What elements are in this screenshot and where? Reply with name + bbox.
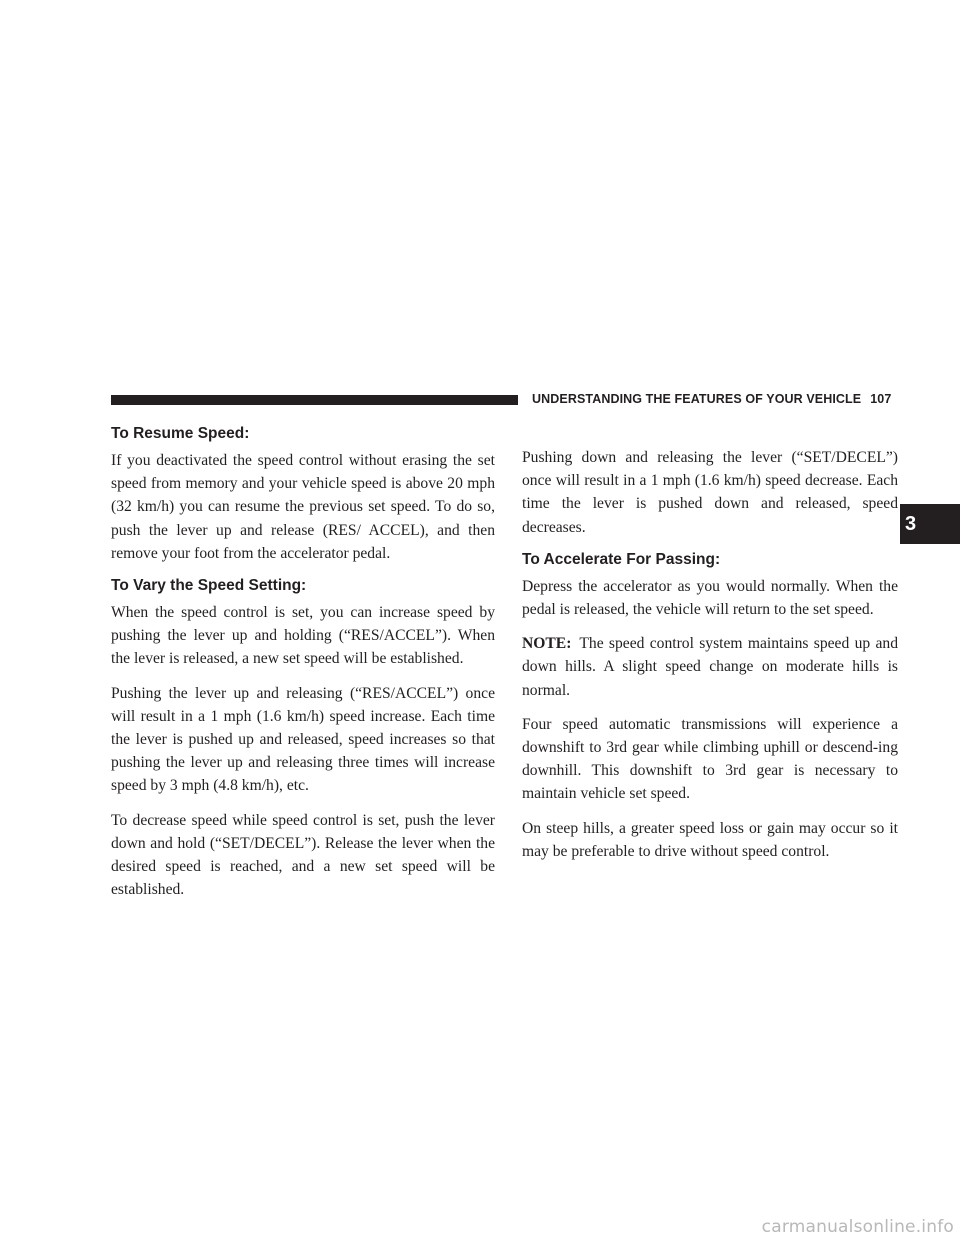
right-column	[522, 446, 898, 874]
paragraph-vary-speed-2: Pushing the lever up and releasing (“RES/ACCEL”) once will result in a 1 mph (1.6 km/h) speed increase. Each time the lever is pushed up and released, speed increases so that pushing the lever up and releasing three times will increase speed by 3 mph (4.8 km/h), etc.	[111, 684, 495, 795]
header-rule	[111, 395, 518, 405]
paragraph-accelerate-passing: Depress the accelerator as you would normally. When the pedal is released, the vehicle will return to the set speed.	[522, 577, 898, 619]
paragraph-vary-speed-3: To decrease speed while speed control is set, push the lever down and hold (“SET/DECEL”). Release the lever when the desired speed is reached, and a new set speed will be established.	[111, 811, 495, 899]
note-paragraph	[522, 632, 898, 702]
paragraph-four-speed: Four speed automatic transmissions will experience a downshift to 3rd gear while climbing uphill or descend-ing downhill. This downshift to 3rd gear is necessary to maintain vehicle set speed.	[522, 715, 898, 803]
note-label: NOTE:	[522, 635, 572, 653]
page-number: 107	[870, 392, 892, 406]
paragraph-speed-decrease: Pushing down and releasing the lever (“SET/DECEL”) once will result in a 1 mph (1.6 km/h) speed decrease. Each time the lever is pushed down and released, speed decreases.	[522, 449, 898, 536]
left-column	[111, 424, 495, 912]
heading-resume-speed: To Resume Speed:	[111, 425, 250, 442]
paragraph-vary-speed-1: When the speed control is set, you can increase speed by pushing the lever up and holding (“RES/ACCEL”). When the lever is released, a new set speed will be established.	[111, 604, 495, 668]
note-text: The speed control system maintains speed up and down hills. A slight speed change on moderate hills is normal.	[522, 635, 898, 699]
chapter-tab: 3	[900, 504, 960, 544]
running-header	[532, 392, 891, 406]
paragraph-steep-hills: On steep hills, a greater speed loss or gain may occur so it may be preferable to drive without speed control.	[522, 819, 898, 860]
heading-vary-speed: To Vary the Speed Setting:	[111, 577, 307, 595]
watermark-text: carmanualsonline.info	[761, 1217, 954, 1237]
paragraph-resume-speed: If you deactivated the speed control without erasing the set speed from memory and your vehicle speed is above 20 mph (32 km/h) you can resume the previous set speed. To do so, push the lever up and release (RES/ ACCEL), and then remove your foot from the accelerator pedal.	[111, 452, 495, 562]
heading-accelerate-passing: To Accelerate For Passing:	[522, 550, 721, 568]
header-title-text: UNDERSTANDING THE FEATURES OF YOUR VEHICLE	[532, 392, 862, 406]
